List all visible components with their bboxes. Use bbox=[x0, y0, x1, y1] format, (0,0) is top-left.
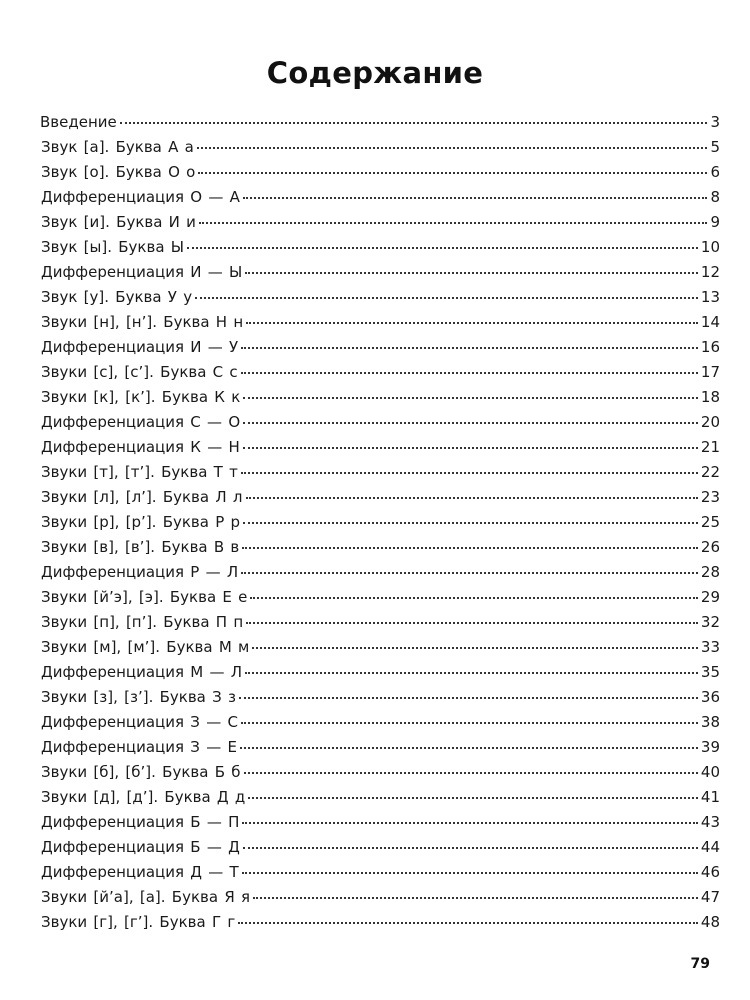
dot-leader bbox=[250, 596, 698, 599]
toc-entry-title: Звук [ы]. Буква Ы bbox=[41, 238, 185, 256]
toc-entry-title: Дифференциация И — У bbox=[41, 338, 239, 356]
toc-entry-page: 3 bbox=[710, 113, 720, 131]
toc-entry-title: Звуки [д], [д’]. Буква Д д bbox=[41, 788, 246, 806]
dot-leader bbox=[242, 546, 698, 549]
toc-entry-page: 43 bbox=[700, 813, 720, 831]
dot-leader bbox=[199, 221, 708, 224]
toc-entry[interactable] bbox=[40, 185, 720, 210]
toc-entry-page: 5 bbox=[710, 138, 720, 156]
toc-entry[interactable] bbox=[40, 235, 720, 260]
toc-entry-page: 22 bbox=[700, 463, 720, 481]
dot-leader bbox=[243, 446, 698, 449]
toc-entry[interactable] bbox=[40, 535, 720, 560]
toc-entry-title: Звук [у]. Буква У у bbox=[41, 288, 193, 306]
toc-entry[interactable] bbox=[40, 385, 720, 410]
toc-entry[interactable] bbox=[40, 110, 720, 135]
toc-entry[interactable] bbox=[40, 435, 720, 460]
toc-entry-title: Введение bbox=[40, 113, 117, 131]
table-of-contents bbox=[40, 110, 720, 935]
toc-entry[interactable] bbox=[40, 135, 720, 160]
toc-entry-page: 21 bbox=[700, 438, 720, 456]
dot-leader bbox=[195, 296, 698, 299]
toc-entry[interactable] bbox=[40, 285, 720, 310]
dot-leader bbox=[198, 171, 707, 174]
toc-entry-page: 32 bbox=[700, 613, 720, 631]
toc-entry-page: 9 bbox=[710, 213, 720, 231]
toc-entry-title: Звук [а]. Буква А а bbox=[41, 138, 194, 156]
toc-entry[interactable] bbox=[40, 310, 720, 335]
dot-leader bbox=[246, 621, 698, 624]
toc-entry-title: Звуки [т], [т’]. Буква Т т bbox=[41, 463, 238, 481]
dot-leader bbox=[241, 721, 698, 724]
toc-entry-page: 18 bbox=[700, 388, 720, 406]
dot-leader bbox=[241, 471, 698, 474]
page-title: Содержание bbox=[266, 56, 484, 90]
toc-entry-title: Звуки [н], [н’]. Буква Н н bbox=[41, 313, 244, 331]
toc-entry-title: Звуки [б], [б’]. Буква Б б bbox=[41, 763, 241, 781]
toc-entry-page: 20 bbox=[700, 413, 720, 431]
toc-entry-page: 13 bbox=[700, 288, 720, 306]
toc-entry-page: 39 bbox=[700, 738, 720, 756]
toc-entry-title: Звуки [й’э], [э]. Буква Е е bbox=[41, 588, 248, 606]
toc-entry[interactable] bbox=[40, 710, 720, 735]
toc-entry[interactable] bbox=[40, 785, 720, 810]
toc-entry-page: 40 bbox=[700, 763, 720, 781]
dot-leader bbox=[252, 646, 698, 649]
dot-leader bbox=[246, 496, 698, 499]
toc-entry-title: Звуки [р], [р’]. Буква Р р bbox=[41, 513, 241, 531]
toc-entry-page: 8 bbox=[710, 188, 720, 206]
dot-leader bbox=[242, 821, 697, 824]
toc-entry[interactable] bbox=[40, 635, 720, 660]
dot-leader bbox=[238, 921, 698, 924]
dot-leader bbox=[187, 246, 698, 249]
page-number: 79 bbox=[690, 956, 710, 972]
toc-entry-title: Дифференциация З — С bbox=[41, 713, 238, 731]
toc-entry-title: Дифференциация О — А bbox=[41, 188, 240, 206]
toc-entry-page: 12 bbox=[700, 263, 720, 281]
toc-entry-title: Звук [и]. Буква И и bbox=[41, 213, 196, 231]
toc-entry-title: Звуки [в], [в’]. Буква В в bbox=[41, 538, 240, 556]
toc-entry[interactable] bbox=[40, 335, 720, 360]
dot-leader bbox=[240, 746, 698, 749]
toc-entry-page: 17 bbox=[700, 363, 720, 381]
toc-entry-page: 46 bbox=[700, 863, 720, 881]
toc-entry-title: Дифференциация Д — Т bbox=[41, 863, 239, 881]
dot-leader bbox=[241, 371, 698, 374]
dot-leader bbox=[243, 521, 698, 524]
toc-entry[interactable] bbox=[40, 660, 720, 685]
toc-entry[interactable] bbox=[40, 210, 720, 235]
toc-entry[interactable] bbox=[40, 160, 720, 185]
toc-entry[interactable] bbox=[40, 260, 720, 285]
toc-entry-title: Звуки [г], [г’]. Буква Г г bbox=[41, 913, 236, 931]
toc-entry-page: 16 bbox=[700, 338, 720, 356]
dot-leader bbox=[245, 671, 698, 674]
dot-leader bbox=[197, 146, 708, 149]
toc-entry[interactable] bbox=[40, 735, 720, 760]
toc-entry-title: Звуки [й’а], [а]. Буква Я я bbox=[41, 888, 251, 906]
toc-entry-page: 26 bbox=[700, 538, 720, 556]
toc-entry-page: 14 bbox=[700, 313, 720, 331]
toc-entry[interactable] bbox=[40, 860, 720, 885]
toc-entry-title: Дифференциация З — Е bbox=[41, 738, 237, 756]
toc-entry[interactable] bbox=[40, 610, 720, 635]
toc-entry-page: 35 bbox=[700, 663, 720, 681]
toc-entry-page: 48 bbox=[700, 913, 720, 931]
toc-entry-page: 36 bbox=[700, 688, 720, 706]
toc-entry-page: 25 bbox=[700, 513, 720, 531]
dot-leader bbox=[245, 271, 698, 274]
toc-entry[interactable] bbox=[40, 835, 720, 860]
toc-entry[interactable] bbox=[40, 810, 720, 835]
toc-entry-title: Дифференциация Р — Л bbox=[41, 563, 239, 581]
toc-entry-page: 29 bbox=[700, 588, 720, 606]
toc-entry[interactable] bbox=[40, 410, 720, 435]
toc-entry-title: Дифференциация К — Н bbox=[41, 438, 240, 456]
dot-leader bbox=[241, 571, 698, 574]
dot-leader bbox=[243, 196, 708, 199]
toc-entry-title: Звуки [м], [м’]. Буква М м bbox=[41, 638, 250, 656]
toc-entry[interactable] bbox=[40, 560, 720, 585]
toc-entry[interactable] bbox=[40, 685, 720, 710]
toc-entry-page: 41 bbox=[700, 788, 720, 806]
toc-entry-title: Звуки [л], [л’]. Буква Л л bbox=[41, 488, 243, 506]
toc-entry[interactable] bbox=[40, 760, 720, 785]
toc-entry[interactable] bbox=[40, 510, 720, 535]
toc-entry[interactable] bbox=[40, 585, 720, 610]
toc-entry-page: 44 bbox=[700, 838, 720, 856]
toc-entry-title: Дифференциация М — Л bbox=[41, 663, 243, 681]
dot-leader bbox=[243, 846, 698, 849]
toc-entry-title: Звук [о]. Буква О о bbox=[41, 163, 196, 181]
toc-entry[interactable] bbox=[40, 485, 720, 510]
toc-entry-page: 6 bbox=[710, 163, 720, 181]
toc-entry-title: Звуки [к], [к’]. Буква К к bbox=[41, 388, 241, 406]
toc-entry-page: 23 bbox=[700, 488, 720, 506]
toc-entry[interactable] bbox=[40, 360, 720, 385]
toc-entry[interactable] bbox=[40, 885, 720, 910]
toc-entry-page: 47 bbox=[700, 888, 720, 906]
toc-entry-title: Звуки [з], [з’]. Буква З з bbox=[41, 688, 236, 706]
toc-entry-page: 28 bbox=[700, 563, 720, 581]
dot-leader bbox=[246, 321, 698, 324]
dot-leader bbox=[242, 871, 698, 874]
toc-entry-title: Дифференциация И — Ы bbox=[41, 263, 243, 281]
toc-entry-title: Дифференциация С — О bbox=[41, 413, 241, 431]
toc-entry-title: Звуки [п], [п’]. Буква П п bbox=[41, 613, 244, 631]
dot-leader bbox=[243, 421, 698, 424]
toc-entry-title: Дифференциация Б — П bbox=[41, 813, 240, 831]
dot-leader bbox=[243, 396, 698, 399]
toc-entry-page: 38 bbox=[700, 713, 720, 731]
dot-leader bbox=[248, 796, 698, 799]
dot-leader bbox=[253, 896, 698, 899]
toc-entry-title: Звуки [с], [с’]. Буква С с bbox=[41, 363, 238, 381]
dot-leader bbox=[120, 121, 708, 124]
dot-leader bbox=[244, 771, 698, 774]
toc-entry[interactable] bbox=[40, 910, 720, 935]
toc-entry-title: Дифференциация Б — Д bbox=[41, 838, 240, 856]
dot-leader bbox=[239, 696, 698, 699]
toc-entry[interactable] bbox=[40, 460, 720, 485]
dot-leader bbox=[241, 346, 698, 349]
toc-entry-page: 33 bbox=[700, 638, 720, 656]
toc-entry-page: 10 bbox=[700, 238, 720, 256]
